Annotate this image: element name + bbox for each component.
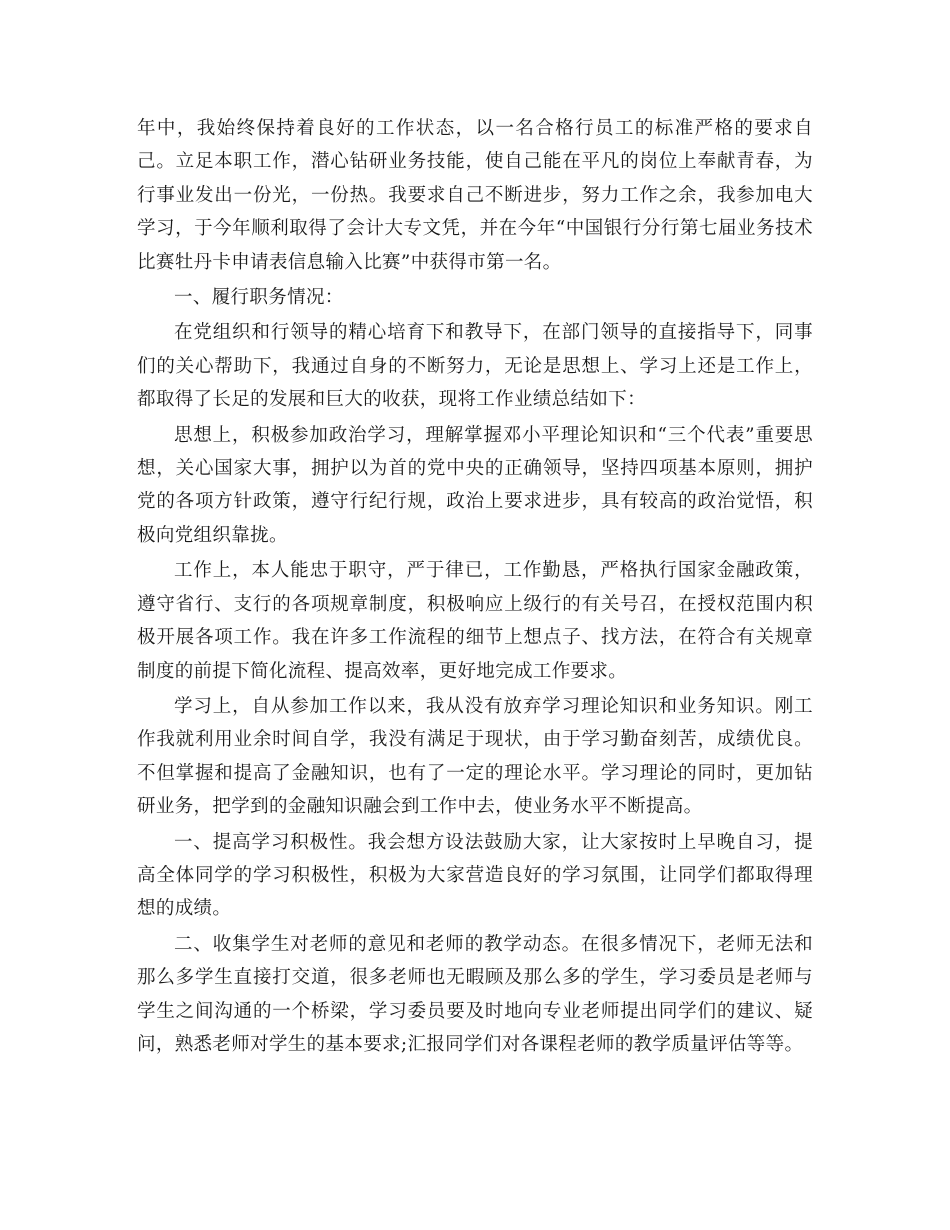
- paragraph-7: 一、提高学习积极性。我会想方设法鼓励大家，让大家按时上早晚自习，提高全体同学的学习积极性，积极为大家营造良好的学习氛围，让同学们都取得理想的成绩。: [137, 831, 813, 920]
- paragraph-4: 思想上，积极参加政治学习，理解掌握邓小平理论知识和“三个代表”重要思想，关心国家大事，拥护以为首的党中央的正确领导，坚持四项基本原则，拥护党的各项方针政策，遵守行纪行规，政治上要求进步，具有较高的政治觉悟，积极向党组织靠拢。: [137, 424, 813, 546]
- paragraph-6: 学习上，自从参加工作以来，我从没有放弃学习理论知识和业务知识。刚工作我就利用业余时间自学，我没有满足于现状，由于学习勤奋刻苦，成绩优良。不但掌握和提高了金融知识，也有了一定的理论水平。学习理论的同时，更加钻研业务，把学到的金融知识融会到工作中去，使业务水平不断提高。: [137, 695, 813, 818]
- paragraph-5: 工作上，本人能忠于职守，严于律已，工作勤恳，严格执行国家金融政策，遵守省行、支行的各项规章制度，积极响应上级行的有关号召，在授权范围内积极开展各项工作。我在许多工作流程的细节上想点子、找方法，在符合有关规章制度的前提下简化流程、提高效率，更好地完成工作要求。: [137, 560, 813, 682]
- paragraph-8: 二、收集学生对老师的意见和老师的教学动态。在很多情况下，老师无法和那么多学生直接打交道，很多老师也无暇顾及那么多的学生，学习委员是老师与学生之间沟通的一个桥梁，学习委员要及时地向专业老师提出同学们的建议、疑问，熟悉老师对学生的基本要求;汇报同学们对各课程老师的教学质量评估等等。: [137, 933, 813, 1055]
- paragraph-2: 一、履行职务情况：: [174, 287, 344, 309]
- paragraph-3: 在党组织和行领导的精心培育下和教导下，在部门领导的直接指导下，同事们的关心帮助下，我通过自身的不断努力，无论是思想上、学习上还是工作上，都取得了长足的发展和巨大的收获，现将工作业绩总结如下：: [137, 322, 813, 411]
- document-body: [137, 112, 813, 1061]
- paragraph-1: 年中，我始终保持着良好的工作状态，以一名合格行员工的标准严格的要求自己。立足本职工作，潜心钻研业务技能，使自己能在平凡的岗位上奉献青春，为行事业发出一份光，一份热。我要求自己不断进步，努力工作之余，我参加电大学习，于今年顺利取得了会计大专文凭，并在今年“中国银行分行第七届业务技术比赛牡丹卡申请表信息输入比赛”中获得市第一名。: [137, 118, 813, 273]
